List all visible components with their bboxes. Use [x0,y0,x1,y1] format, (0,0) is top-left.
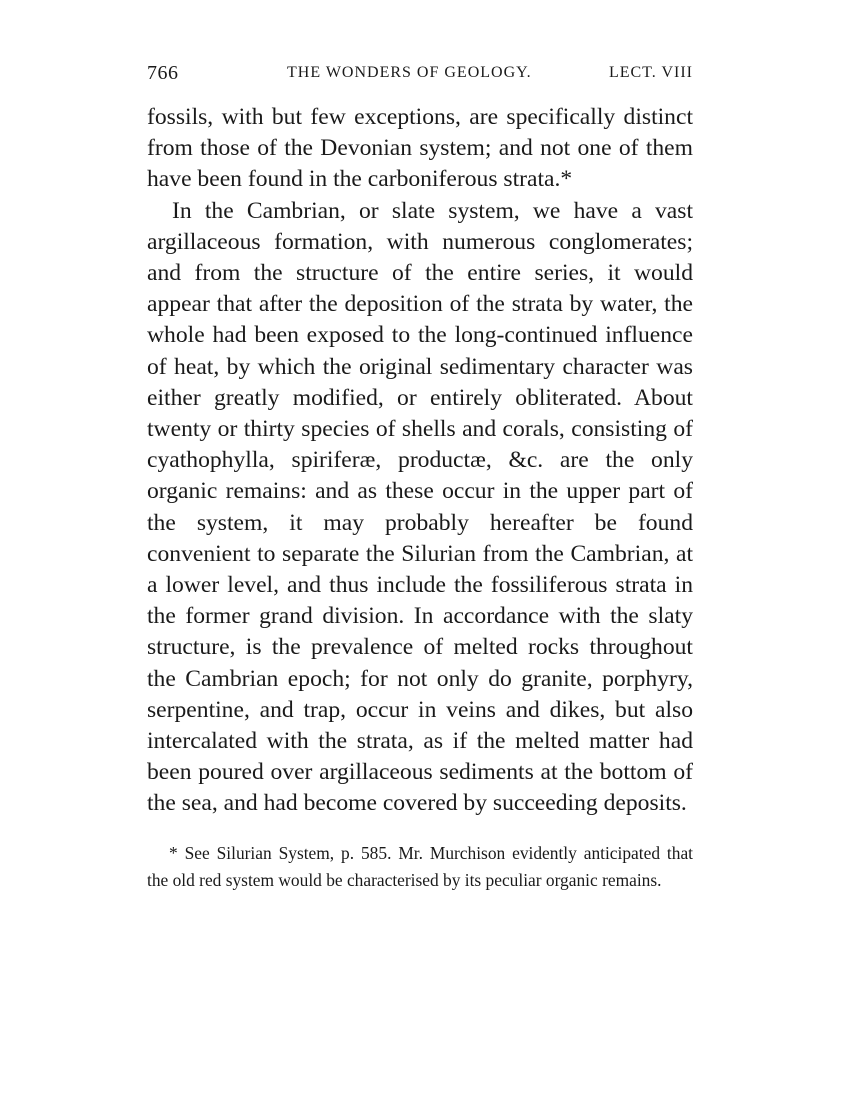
paragraph-cambrian: In the Cambrian, or slate system, we have a vast argillaceous formation, with numerous conglomerates; and from the structure of the entire series, it would appear that after the deposition of the strata by water, the whole had been exposed to the long-continued influence of heat, by which the original sedimentary character was either greatly modified, or entirely obliterated. About twenty or thirty species of shells and corals, consisting of cyathophylla, spiriferæ, productæ, &c. are the only organic remains: and as these occur in the upper part of the system, it may probably hereafter be found convenient to separate the Silurian from the Cambrian, at a lower level, and thus include the fossiliferous strata in the former grand division. In accordance with the slaty structure, is the prevalence of melted rocks throughout the Cambrian epoch; for not only do granite, porphyry, serpentine, and trap, occur in veins and dikes, but also intercalated with the strata, as if the melted matter had been poured over argillaceous sediments at the bottom of the sea, and had become covered by succeeding deposits. [147,197,693,817]
lecture-label: LECT. VIII [608,64,693,81]
running-header [147,58,693,88]
footnote-text: * See Silurian System, p. 585. Mr. Murchison evidently anticipated that the old red system would be characterised by its peculiar organic remains. [147,842,693,890]
running-title: THE WONDERS OF GEOLOGY. [287,64,532,81]
paragraph-continued: fossils, with but few exceptions, are specifically distinct from those of the Devonian system; and not one of them have been found in the carboniferous strata.* [147,104,693,193]
body-text [147,102,693,820]
footnote [147,840,693,894]
page-number: 766 [147,62,179,84]
page-content [147,58,693,894]
